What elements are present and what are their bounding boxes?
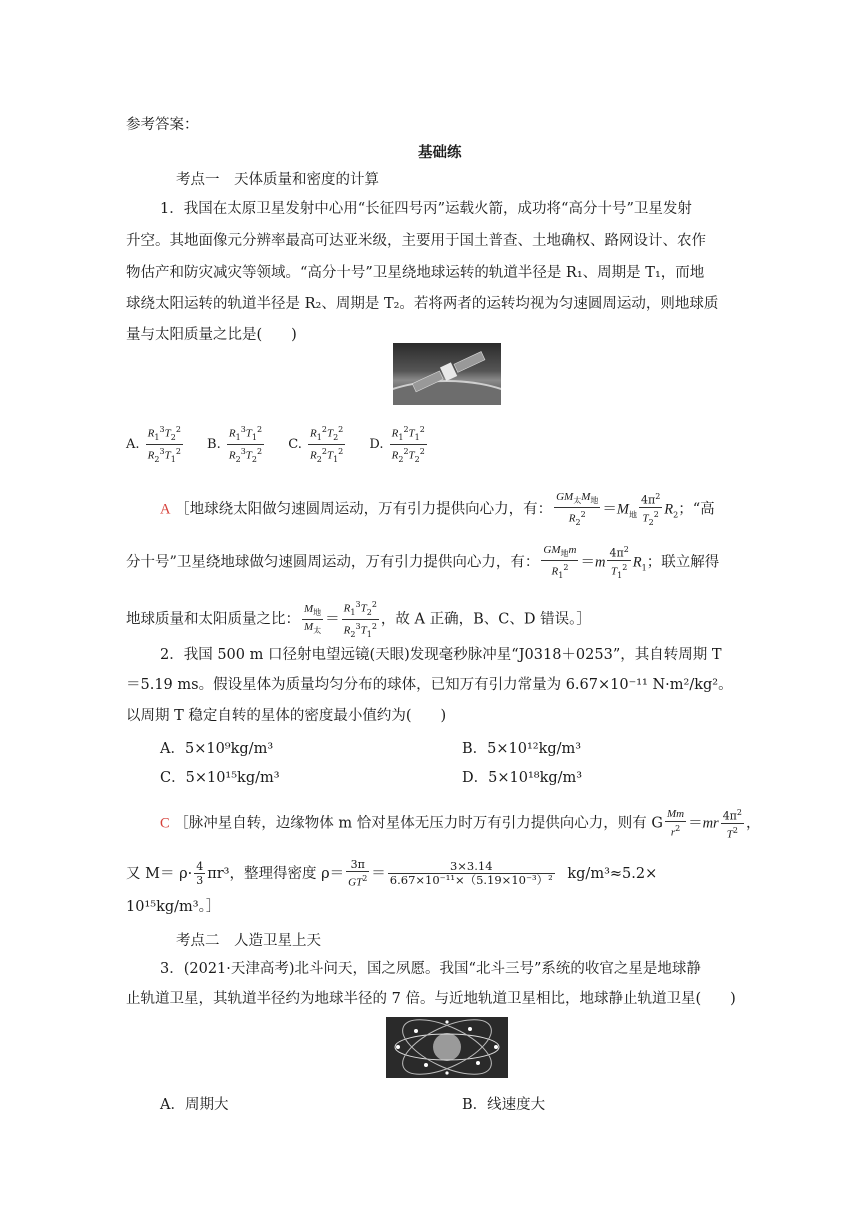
option-b-label: B. xyxy=(207,436,221,452)
q1-line-5: 量与太阳质量之比是( ) xyxy=(126,327,297,343)
q3-option-a: A．周期大 xyxy=(160,1097,229,1113)
q1-options: A. $\frac{R_1^3T_2^2}{R_2^3T_1^2}$ B. $\frac{R_1^3T_1^2}{R_2^3T_2^2}$ C. $\frac{R_1^2T_2^2}{R_2^2T_1^2}$ D. $\frac{R_1^2T_1^2}{R_2^2T_2^2}$ xyxy=(126,425,425,464)
q1-solution-2: 分十号”卫星绕地球做匀速圆周运动，万有引力提供向心力，有： $\frac{GM_地m}{R_1^2}$ ＝m $\frac{4\pi^2}{T_1^2}$ $R_1$；联立解得 xyxy=(126,544,720,581)
q2-answer: C xyxy=(160,815,170,832)
topic-2: 考点二 人造卫星上天 xyxy=(176,933,321,949)
q2-line-1: 2．我国 500 m 口径射电望远镜(天眼)发现毫秒脉冲星“J0318＋0253”，其自转周期 T xyxy=(160,647,722,663)
option-a-label: A. xyxy=(126,436,140,452)
q2-solution-2: 又 M＝ ρ· $\frac{4}{3}$ πr³，整理得密度 ρ＝ $\frac{3\pi}{GT^2}$ ＝ $\frac{3\times 3.14}{\text{6.67×10⁻¹¹×（5.19×10⁻³）²}}$ kg/m³≈5.2× xyxy=(126,858,658,889)
option-c-label: C. xyxy=(288,436,302,452)
q1-solution-1: A ［地球绕太阳做匀速圆周运动，万有引力提供向心力，有： $\frac{GM_太M_地}{R_2^2}$ $=M_地$ $\frac{4\pi^2}{T_2^2}$ $R_2$；“高 xyxy=(160,491,715,528)
q1-line-4: 球绕太阳运转的轨道半径是 R₂、周期是 T₂。若将两者的运转均视为匀速圆周运动，则地球质 xyxy=(126,296,719,312)
answer-heading: 参考答案： xyxy=(126,117,199,133)
q2-line-2: ＝5.19 ms。假设星体为质量均匀分布的球体，已知万有引力常量为 6.67×10⁻¹¹ N·m²/kg²。 xyxy=(126,677,733,693)
q2-option-c: C．5×10¹⁵kg/m³ xyxy=(160,770,280,786)
q2-option-a: A．5×10⁹kg/m³ xyxy=(160,741,274,757)
q1-solution-3: 地球质量和太阳质量之比： $\frac{M_地}{M_太}$ ＝ $\frac{R_1^3T_2^2}{R_2^3T_1^2}$ ，故 A 正确，B、C、D 错误。］ xyxy=(126,600,591,639)
topic-1: 考点一 天体质量和密度的计算 xyxy=(176,172,379,188)
q2-option-d: D．5×10¹⁸kg/m³ xyxy=(462,770,583,786)
q3-line-2: 止轨道卫星，其轨道半径约为地球半径的 7 倍。与近地轨道卫星相比，地球静止轨道卫星( ) xyxy=(126,991,736,1007)
satellite-image xyxy=(393,343,501,405)
q3-option-b: B．线速度大 xyxy=(462,1097,546,1113)
section-title: 基础练 xyxy=(418,144,462,161)
orbit-image xyxy=(386,1017,508,1078)
option-d-label: D. xyxy=(369,436,384,452)
q2-option-b: B．5×10¹²kg/m³ xyxy=(462,741,582,757)
q2-solution-3: 10¹⁵kg/m³。］ xyxy=(126,899,221,915)
q1-line-2: 升空。其地面像元分辨率最高可达亚米级，主要用于国土普查、土地确权、路网设计、农作 xyxy=(126,233,706,249)
q1-line-1: 1．我国在太原卫星发射中心用“长征四号丙”运载火箭，成功将“高分十号”卫星发射 xyxy=(160,201,692,217)
q1-line-3: 物估产和防灾减灾等领域。“高分十号”卫星绕地球运转的轨道半径是 R₁、周期是 T₁，而地 xyxy=(126,265,705,281)
q3-line-1: 3．(2021·天津高考)北斗问天，国之夙愿。我国“北斗三号”系统的收官之星是地球静 xyxy=(160,961,701,977)
q1-answer: A xyxy=(160,501,171,518)
q2-line-3: 以周期 T 稳定自转的星体的密度最小值约为( ) xyxy=(126,708,447,724)
q2-solution-1: C ［脉冲星自转，边缘物体 m 恰对星体无压力时万有引力提供向心力，则有 G $\frac{Mm}{r^2}$ ＝mr $\frac{4\pi^2}{T^2}$ ， xyxy=(160,808,761,841)
